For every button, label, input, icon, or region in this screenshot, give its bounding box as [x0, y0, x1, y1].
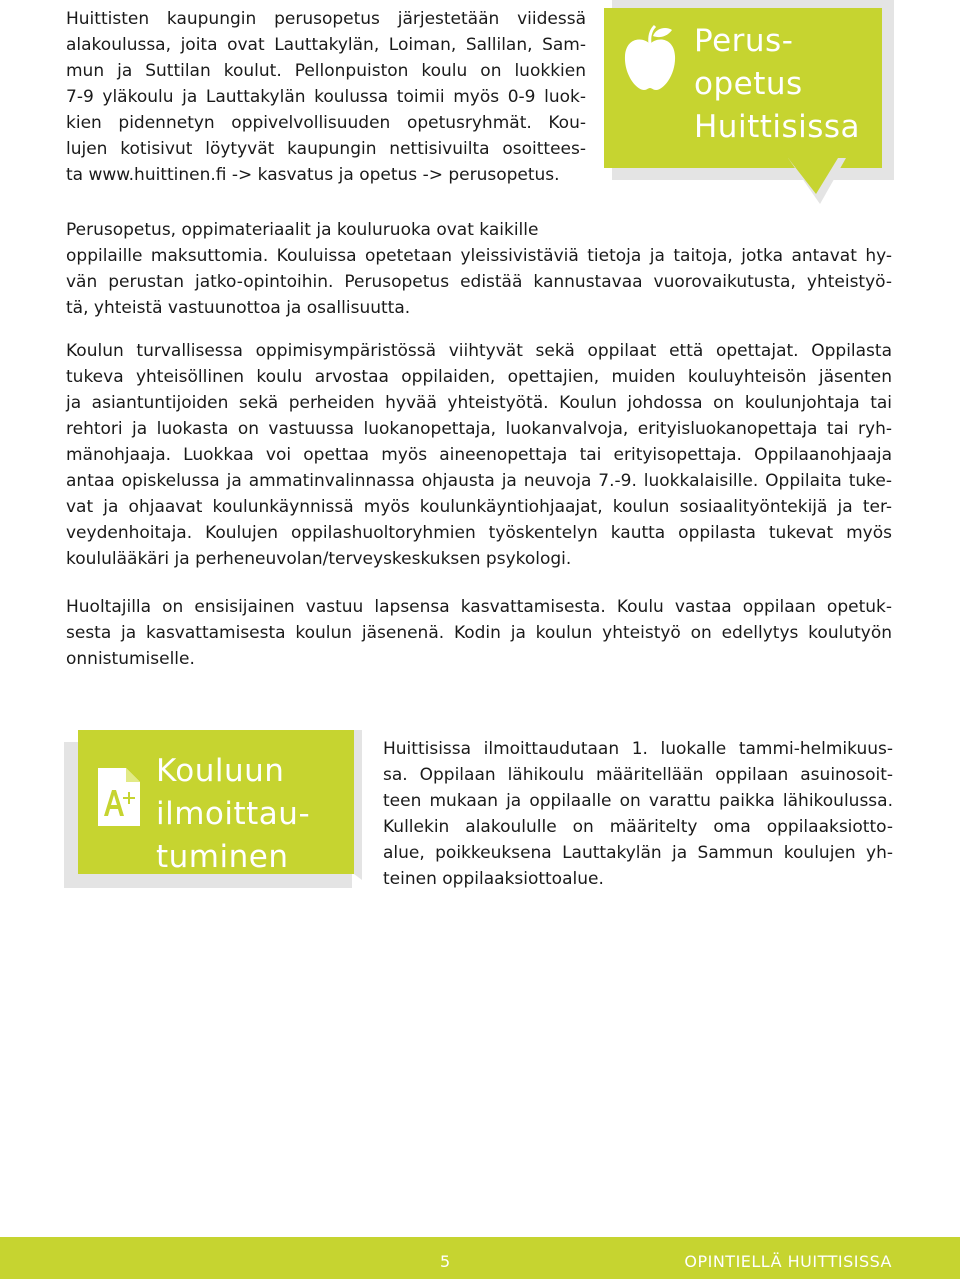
text-line: onnistumiselle. — [66, 649, 195, 669]
text-line: oppilaille maksuttomia. Kouluissa opetetaan yleissivistäviä tietoja ja taitoja, jotka antavat hy- — [66, 246, 892, 266]
callout-title-line: tuminen — [156, 839, 289, 875]
callout-title-line: Huittisissa — [694, 109, 861, 145]
text-line: ta www.huittinen.fi -> kasvatus ja opetus -> perusopetus. — [66, 165, 560, 185]
text-line: vat ja ohjaavat koulunkäynnissä myös koulunkäyntiohjaajat, koulun sosiaalityöntekijä ja ter- — [66, 497, 892, 517]
apple-icon — [622, 24, 678, 94]
text-line: 7-9 yläkoulu ja Lauttakylän koulussa toimii myös 0-9 luok- — [66, 87, 586, 107]
text-line: Huittisissa ilmoittaudutaan 1. luokalle tammi-helmikuus- — [383, 739, 893, 759]
text-line: antaa opiskelussa ja ammatinvalinnassa ohjausta ja neuvoja 7.-9. luokkalaisille. Oppilaita tuke- — [66, 471, 892, 491]
paragraph-enrollment — [383, 736, 893, 892]
text-line: sa. Oppilaan lähikoulu määritellään oppilaan asuinosoit- — [383, 765, 893, 785]
paragraph-school-community — [66, 338, 892, 572]
text-line: rehtori ja luokasta on vastuussa luokanopettaja, luokanvalvoja, erityisluokanopettaja tai ryh- — [66, 419, 892, 439]
text-line: kien pidennetyn oppivelvollisuuden opetusryhmät. Kou- — [66, 113, 586, 133]
intro-paragraph — [66, 6, 586, 188]
text-line: alakoulussa, joita ovat Lauttakylän, Loiman, Sallilan, Sam- — [66, 35, 586, 55]
paragraph-guardians — [66, 594, 892, 672]
publication-title: OPINTIELLÄ HUITTISISSA — [684, 1252, 892, 1271]
paragraph-free-education — [66, 217, 892, 321]
text-line: Perusopetus, oppimateriaalit ja kouluruoka ovat kaikille — [66, 220, 539, 240]
text-line: veydenhoitaja. Koulujen oppilashuoltoryhmien työskentelyn kautta oppilasta tukevat myös — [66, 523, 892, 543]
callout-title-line: Perus- — [694, 23, 794, 59]
text-line: lujen kotisivut löytyvät kaupungin nettisivuilta osoittees- — [66, 139, 586, 159]
text-line: tä, yhteistä vastuunottoa ja osallisuutta. — [66, 298, 411, 318]
text-line: teinen oppilaaksiottoalue. — [383, 869, 604, 889]
callout-pointer — [342, 730, 362, 880]
callout-title-line: opetus — [694, 66, 803, 102]
text-line: koululääkäri ja perheneuvolan/terveyskeskuksen psykologi. — [66, 549, 572, 569]
callout-title-line: ilmoittau- — [156, 796, 311, 832]
callout-ilmoittautuminen — [64, 730, 364, 890]
text-line: Kullekin alakoululle on määritelty oma oppilaaksiotto- — [383, 817, 893, 837]
text-line: vän perustan jatko-opintoihin. Perusopetus edistää kannustavaa vuorovaikutusta, yhteistyö- — [66, 272, 892, 292]
text-line: teen mukaan ja oppilaalle on varattu paikka lähikoulussa. — [383, 791, 893, 811]
callout-pointer — [788, 158, 858, 208]
text-line: ja asiantuntijoiden sekä perheiden hyvää yhteistyötä. Koulun johdossa on koulunjohtaja tai — [66, 393, 892, 413]
text-line: alue, poikkeuksena Lauttakylän ja Sammun koulujen yh- — [383, 843, 893, 863]
page-footer — [0, 1237, 960, 1279]
callout-title — [694, 20, 860, 149]
text-line: Huittisten kaupungin perusopetus järjestetään viidessä — [66, 9, 586, 29]
grade-a-plus-icon — [94, 766, 144, 828]
text-line: Huoltajilla on ensisijainen vastuu lapsensa kasvattamisesta. Koulu vastaa oppilaan opetuk- — [66, 597, 892, 617]
callout-title-line: Kouluun — [156, 753, 285, 789]
callout-perusopetus — [604, 0, 894, 210]
text-line: Koulun turvallisessa oppimisympäristössä viihtyvät sekä oppilaat että opettajat. Oppilasta — [66, 341, 892, 361]
text-line: mun ja Suttilan koulut. Pellonpuiston koulu on luokkien — [66, 61, 586, 81]
text-line: tukeva yhteisöllinen koulu arvostaa oppilaiden, opettajien, muiden kouluyhteisön jäsenten — [66, 367, 892, 387]
page-number: 5 — [440, 1252, 451, 1271]
callout-title — [156, 750, 310, 879]
text-line: mänohjaaja. Luokkaa voi opettaa myös aineenopettaja tai erityisopettaja. Oppilaanohjaaja — [66, 445, 892, 465]
text-line: sesta ja kasvattamisesta koulun jäsenenä. Kodin ja koulun yhteistyö on edellytys koulutyön — [66, 623, 892, 643]
